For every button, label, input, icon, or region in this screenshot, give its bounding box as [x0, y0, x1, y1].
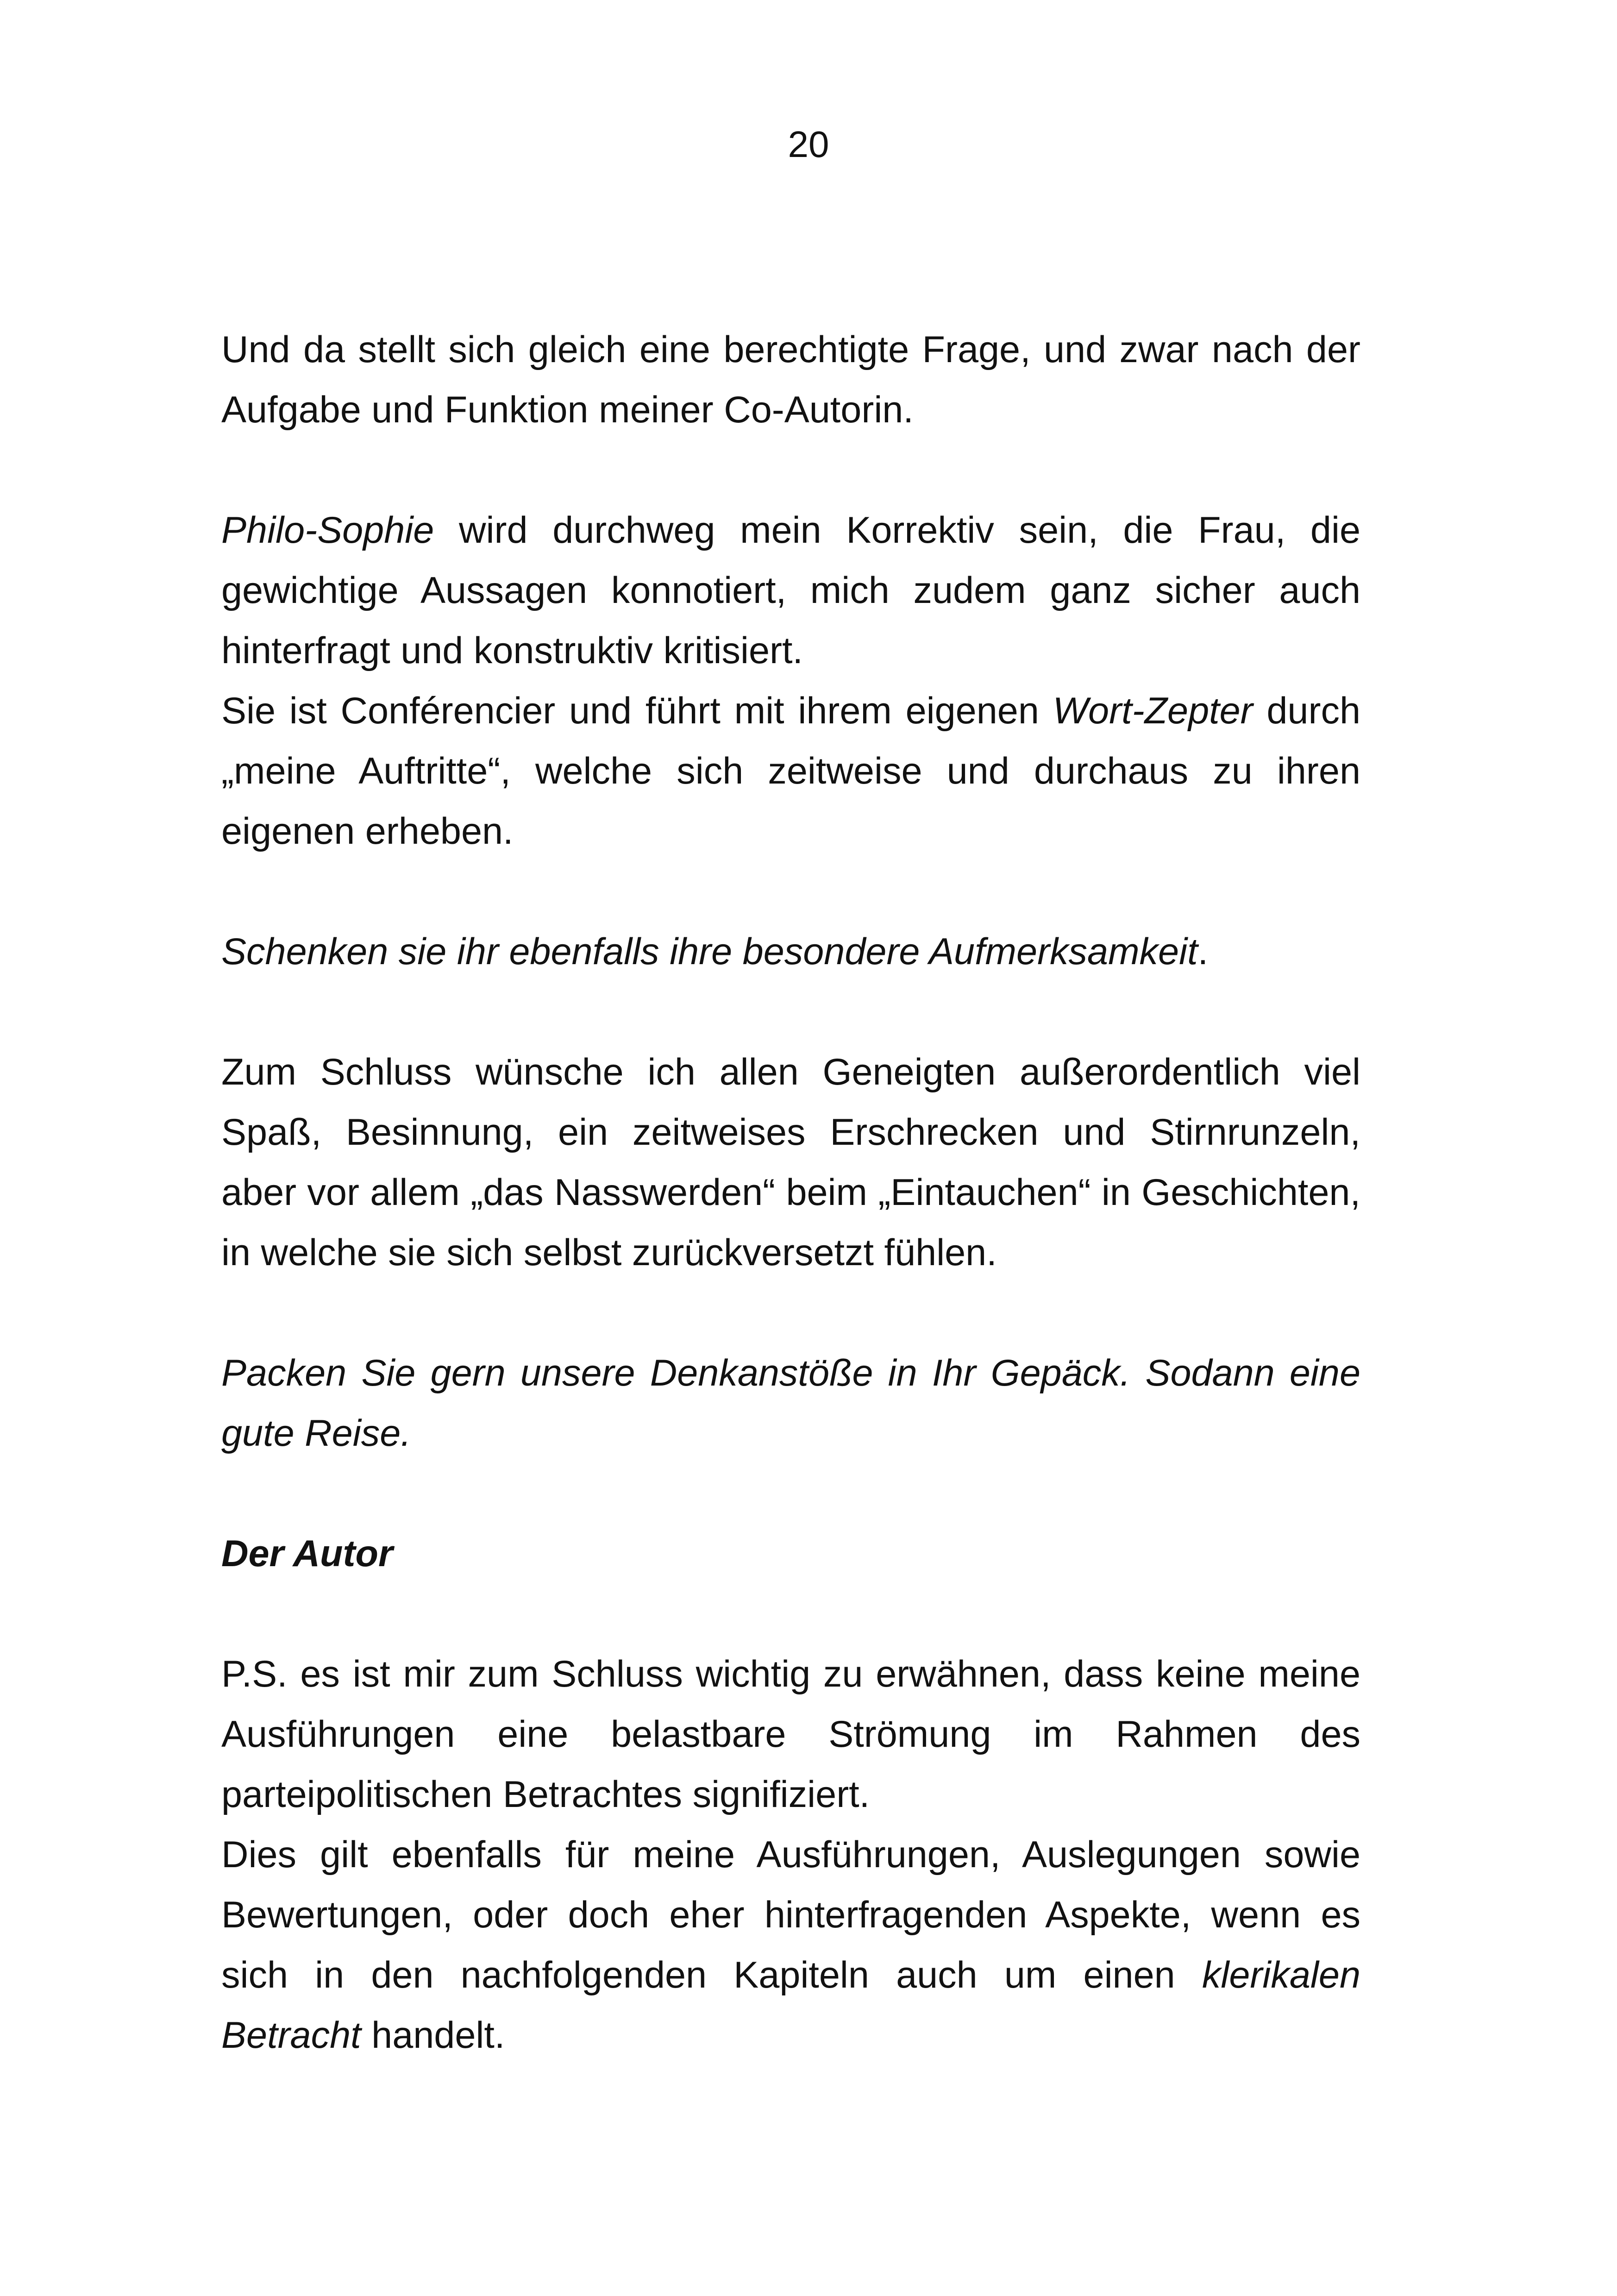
wort-zepter-term: Wort-Zepter — [1053, 690, 1253, 732]
author-signature: Der Autor — [221, 1533, 393, 1575]
paragraph-attention — [221, 922, 1360, 982]
paragraph-question: Und da stellt sich gleich eine berechtigte Frage, und zwar nach der Aufgabe und Funktion meiner Co-Autorin. — [221, 329, 1360, 431]
klerikalen-betracht-term: klerikalen Betracht — [221, 1954, 1360, 2056]
paragraph-spacer — [221, 1283, 1360, 1343]
paragraph-postscript: P.S. es ist mir zum Schluss wichtig zu erwähnen, dass keine meine Ausführungen eine belastbare Strömung im Rahmen des parteipolitischen Betrachtes signifiziert. — [221, 1653, 1360, 1815]
paragraph-philo-sophie — [221, 500, 1360, 681]
paragraph-philo-sophie-text: wird durchweg mein Korrektiv sein, die Frau, die gewichtige Aussagen konnotiert, mich zudem ganz sicher auch hinterfragt und konstruktiv kritisiert. — [221, 509, 1360, 671]
paragraph-conferencier-text-2: durch „meine Auftritte“, welche sich zeitweise und durchaus zu ihren eigenen erheben. — [221, 690, 1360, 852]
paragraph-postscript-2 — [221, 1825, 1360, 2065]
postscript-2-text-2: handelt. — [361, 2014, 505, 2056]
attention-period: . — [1197, 931, 1209, 972]
paragraph-spacer — [221, 1584, 1360, 1644]
paragraph-conferencier — [221, 681, 1360, 861]
paragraph-spacer — [221, 861, 1360, 922]
philo-sophie-name: Philo-Sophie — [221, 509, 434, 551]
body-text — [221, 320, 1360, 2065]
paragraph-travel-wish: Packen Sie gern unsere Denkanstöße in Ihr Gepäck. Sodann eine gute Reise. — [221, 1352, 1360, 1454]
paragraph-spacer — [221, 440, 1360, 500]
page-number: 20 — [788, 124, 829, 165]
paragraph-spacer — [221, 1463, 1360, 1524]
paragraph-closing-wishes: Zum Schluss wünsche ich allen Geneigten außerordentlich viel Spaß, Besinnung, ein zeitweises Erschrecken und Stirnrunzeln, aber vor allem „das Nasswerden“ beim „Eintauchen“ in Geschichten, in welche sie sich selbst zurückversetzt fühlen. — [221, 1051, 1360, 1273]
paragraph-conferencier-text-1: Sie ist Conférencier und führt mit ihrem eigenen — [221, 690, 1053, 732]
attention-italic-text: Schenken sie ihr ebenfalls ihre besondere Aufmerksamkeit — [221, 931, 1198, 972]
postscript-2-text-1: Dies gilt ebenfalls für meine Ausführungen, Auslegungen sowie Bewertungen, oder doch eher hinterfragenden Aspekte, wenn es sich in den nachfolgenden Kapiteln auch um einen — [221, 1834, 1360, 1996]
paragraph-spacer — [221, 982, 1360, 1042]
